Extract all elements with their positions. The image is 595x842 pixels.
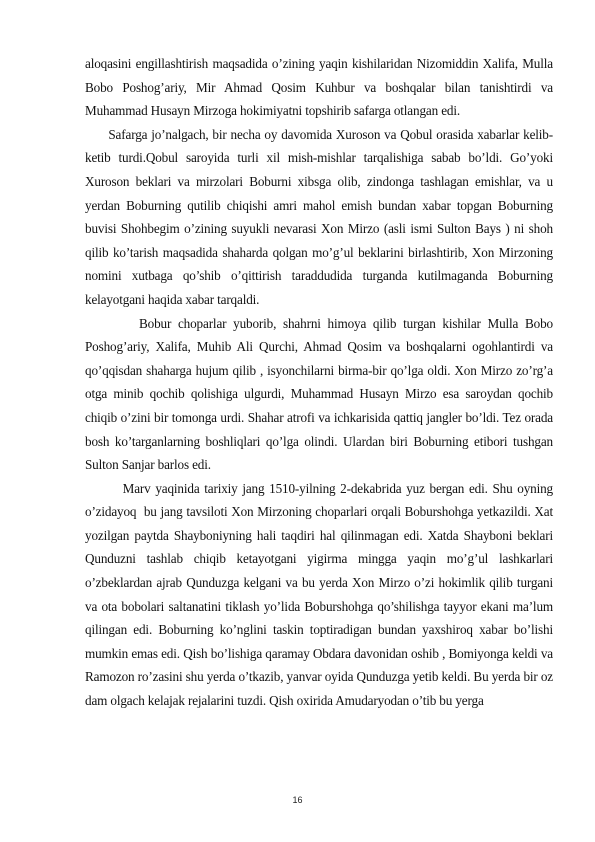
page-number: 16 xyxy=(292,795,303,805)
body-text xyxy=(85,52,557,713)
paragraph-2: Safarga jo’nalgach, bir necha oy davomida Xuroson va Qobul orasida xabarlar kelib-ketib turdi.Qobul saroyida turli xil mish-mishlar tarqalishiga sabab bo’ldi. Go’yoki Xuroson beklari va mirzolari Boburni xibsga olib, zindonga tashlagan emishlar, va u yerdan Boburning qutilib chiqishi amri mahol emish bundan xabar topgan Boburning buvisi Shohbegim o’zining suyukli nevarasi Xon Mirzo (asli ismi Sulton Bays ) ni shoh qilib ko’tarish maqsadida shaharda qolgan mo’g’ul beklarini birlashtirib, Xon Mirzoning nomini xutbaga qo’shib o’qittirish taraddudida turganda kutilmaganda Boburning kelayotgani haqida xabar tarqaldi. xyxy=(85,126,557,307)
paragraph-1: aloqasini engillashtirish maqsadida o’zining yaqin kishilaridan Nizomiddin Xalifa, Mulla Bobo Poshog’ariy, Mir Ahmad Qosim Kuhbur va boshqalar bilan tanishtirdi va Muhammad Husayn Mirzoga hokimiyatni topshirib safarga otlangan edi. xyxy=(85,56,553,119)
paragraph-3: Bobur choparlar yuborib, shahrni himoya qilib turgan kishilar Mulla Bobo Poshog’ariy, Xalifa, Muhib Ali Qurchi, Ahmad Qosim va boshqalarni ogohlantirdi va qo’qqisdan shaharga hujum qilib , isyonchilarni birma-bir qo’lga oldi. Xon Mirzo zo’rg’a otga minib qochib qolishiga ulgurdi, Muhammad Husayn Mirzo esa saroydan qochib chiqib o’zini bir tomonga urdi. Shahar atrofi va ichkarisida qattiq jangler bo’ldi. Tez orada bosh ko’targanlarning boshliqlari qo’lga olindi. Ulardan biri Boburning etibori tushgan Sulton Sanjar barlos edi. xyxy=(85,315,557,473)
paragraph-4: Marv yaqinida tarixiy jang 1510-yilning 2-dekabrida yuz bergan edi. Shu oyning o’zidayoq bu jang tavsiloti Xon Mirzoning choparlari orqali Bobursho​hga yetkazildi. Xat yozilgan paytda Shayboniyning hali taqdiri hal qilinmagan edi. Xatda Shayboni beklari Qunduzni tashlab chiqib ketayotgani yigirma mingga yaqin mo’g’ul lashkarlari o’zbeklardan ajrab Qunduzga kelgani va bu yerda Xon Mirzo o’zi hokimlik qilib turgani va ota bobolari saltanatini tiklash yo’lida Bobursho​hga qo’shilishga tayyor ekani ma’lum qilingan edi. Boburning ko’nglini taskin toptiradigan bundan yaxshiroq xabar bo’lishi mumkin emas edi. Qish bo’lishiga qaramay Obdara davonidan oshib , Bomiyonga keldi va Ramozon ro’zasini shu yerda o’tkazib, yanvar oyida Qunduzga yetib keldi. Bu yerda bir oz dam olgach kelajak rejalarini tuzdi. Qish oxirida Amudaryodan o’tib bu yerga xyxy=(85,480,557,709)
